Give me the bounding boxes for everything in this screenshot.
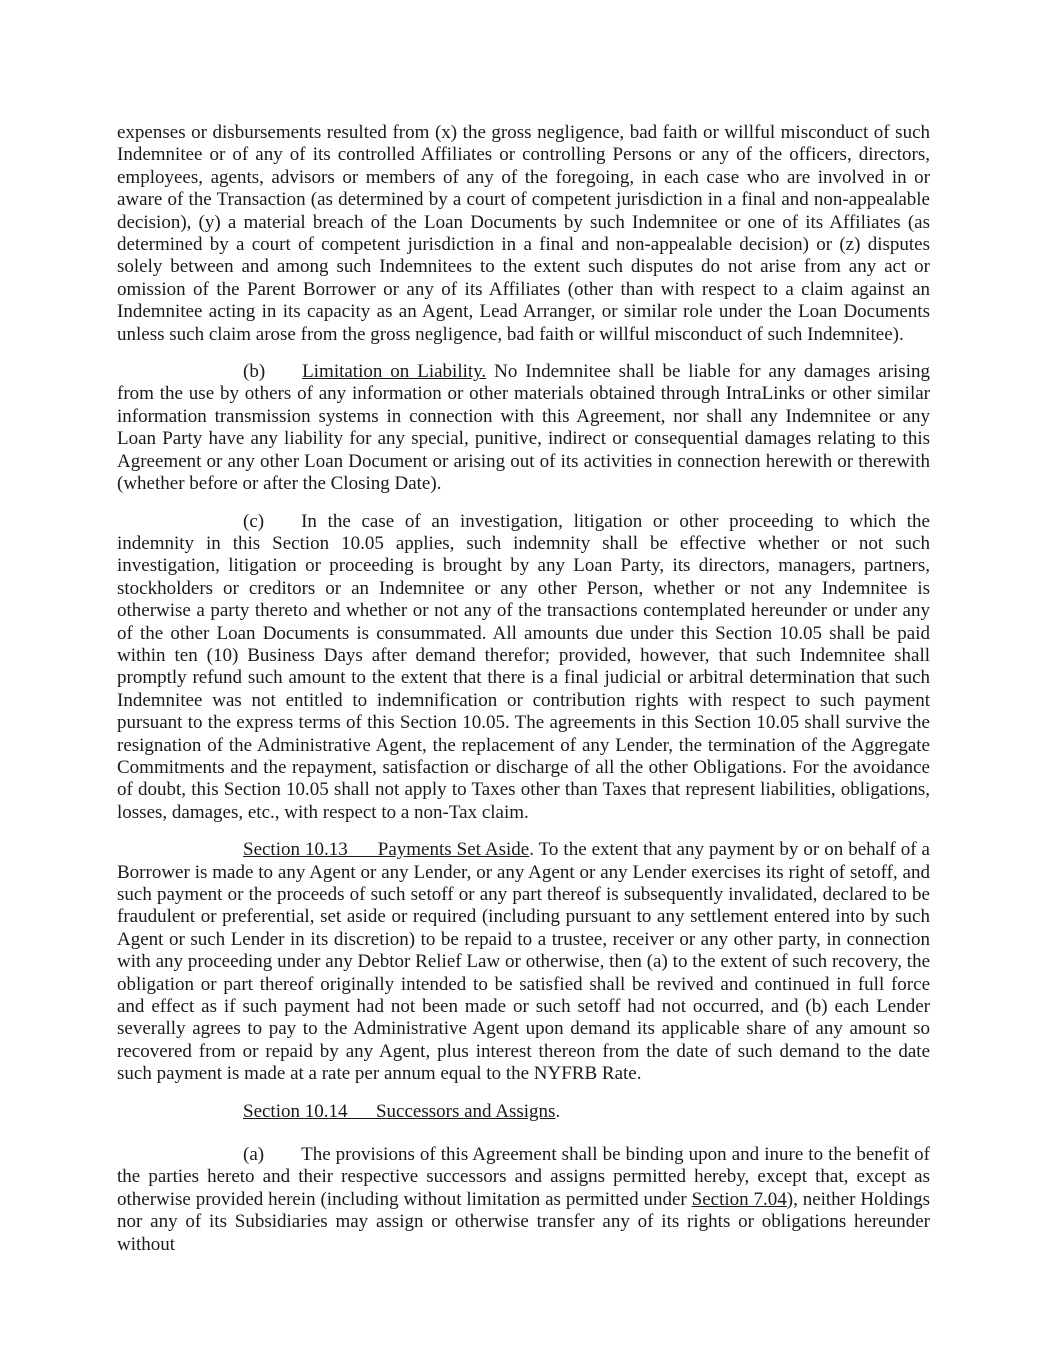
clause-marker: (c) [243, 510, 265, 532]
clause-marker: (a) [243, 1144, 265, 1166]
section-cross-reference-7-04: Section 7.04 [691, 1188, 787, 1210]
section-heading-payments-set-aside: Section 10.13 Payments Set Aside [243, 839, 530, 861]
paragraph-c [117, 511, 930, 825]
clause-marker: (b) [243, 361, 266, 383]
section-heading-period: . [555, 1100, 561, 1122]
paragraph-continuation [117, 122, 930, 346]
paragraph-text: No Indemnitee shall be liable for any damages arising from the use by others of any information or other materials obtained through IntraLinks or other similar information transmission systems in connection with this Agreement, nor shall any Indemnitee or any Loan Party have any liability for any special, punitive, indirect or consequential damages relating to this Agreement or any other Loan Document or arising out of its activities in connection herewith or therewith (whether before or after the Closing Date). [117, 361, 930, 495]
paragraph-text: ), neither Holdings nor any of its Subsidiaries may assign or otherwise transfer any of its rights or obligations hereunder without [117, 1188, 930, 1255]
paragraph-text: . To the extent that any payment by or on behalf of a Borrower is made to any Agent or any Lender, or any Agent or any Lender exercises its right of setoff, and such payment or the proceeds of such setoff or any part thereof is subsequently invalidated, declared to be fraudulent or preferential, set aside or required (including pursuant to any settlement entered into by such Agent or such Lender in its discretion) to be repaid to a trustee, receiver or any other party, in connection with any proceeding under any Debtor Relief Law or otherwise, then (a) to the extent of such recovery, the obligation or part thereof originally intended to be satisfied shall be revived and continued in full force and effect as if such payment had not been made or such setoff had not occurred, and (b) each Lender severally agrees to pay to the Administrative Agent upon demand its applicable share of any amount so recovered from or repaid by any Agent, plus interest thereon from the date of such demand to the date such payment is made at a rate per annum equal to the NYFRB Rate. [117, 839, 930, 1085]
section-heading-successors-and-assigns: Section 10.14 Successors and Assigns [243, 1100, 556, 1122]
paragraph-a [117, 1144, 930, 1256]
section-heading-10-14-line [117, 1101, 930, 1123]
paragraph-text: expenses or disbursements resulted from (x) the gross negligence, bad faith or willful misconduct of such Indemnitee or of any of its controlled Affiliates or controlling Persons or any of the officers, directors, employees, agents, advisors or members of any of the foregoing, in each case who are involved in or aware of the Transaction (as determined by a court of competent jurisdiction in a final and non-appealable decision), (y) a material breach of the Loan Documents by such Indemnitee or one of its Affiliates (as determined by a court of competent jurisdiction in a final and non-appealable decision) or (z) disputes solely between and among such Indemnitees to the extent such disputes do not arise from any act or omission of the Parent Borrower or any of its Affiliates (other than with respect to a claim against an Indemnitee acting in its capacity as an Agent, Lead Arranger, or similar role under the Loan Documents unless such claim arose from the gross negligence, bad faith or willful misconduct of such Indemnitee). [117, 122, 930, 345]
clause-heading-limitation-on-liability: Limitation on Liability. [302, 361, 487, 383]
paragraph-text: The provisions of this Agreement shall be binding upon and inure to the benefit of the parties hereto and their respective successors and assigns permitted hereby, except that, except as otherwise provided herein (including without limitation as permitted under [117, 1144, 930, 1210]
paragraph-section-10-13 [117, 839, 930, 1085]
paragraph-b [117, 361, 930, 495]
paragraph-text: In the case of an investigation, litigation or other proceeding to which the indemnity in this Section 10.05 applies, such indemnity shall be effective whether or not such investigation, litigation or proceeding is brought by any Loan Party, its directors, managers, partners, stockholders or creditors or an Indemnitee or any other Person, whether or not any Indemnitee is otherwise a party thereto and whether or not any of the transactions contemplated hereunder or under any of the other Loan Documents is consummated. All amounts due under this Section 10.05 shall be paid within ten (10) Business Days after demand therefor; provided, however, that such Indemnitee shall promptly refund such amount to the extent that there is a final judicial or arbitral determination that such Indemnitee was not entitled to indemnification or contribution rights with respect to such payment pursuant to the express terms of this Section 10.05. The agreements in this Section 10.05 shall survive the resignation of the Administrative Agent, the replacement of any Lender, the termination of the Aggregate Commitments and the repayment, satisfaction or discharge of all the other Obligations. For the avoidance of doubt, this Section 10.05 shall not apply to Taxes other than Taxes that represent liabilities, obligations, losses, damages, etc., with respect to a non-Tax claim. [117, 510, 930, 823]
